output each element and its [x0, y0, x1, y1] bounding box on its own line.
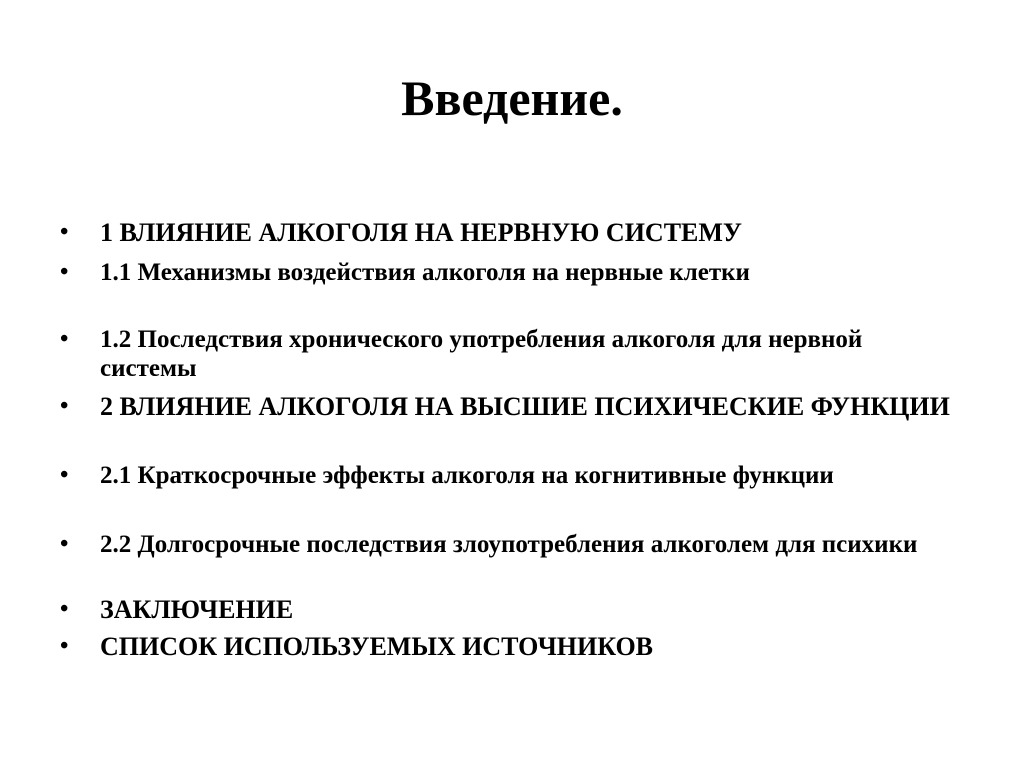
- toc-item-text: 1 ВЛИЯНИЕ АЛКОГОЛЯ НА НЕРВНУЮ СИСТЕМУ: [100, 218, 743, 247]
- toc-item-text: ЗАКЛЮЧЕНИЕ: [100, 595, 294, 624]
- toc-item-text: 2 ВЛИЯНИЕ АЛКОГОЛЯ НА ВЫСШИЕ ПСИХИЧЕСКИЕ ФУНКЦИИ: [100, 392, 950, 421]
- toc-item: [60, 392, 960, 421]
- bullet-icon: •: [60, 596, 69, 622]
- bullet-icon: •: [60, 326, 69, 352]
- toc-item: [60, 258, 960, 287]
- bullet-icon: •: [60, 393, 69, 419]
- toc-item-text: 1.1 Механизмы воздействия алкоголя на нервные клетки: [100, 259, 750, 286]
- toc-item-text: СПИСОК ИСПОЛЬЗУЕМЫХ ИСТОЧНИКОВ: [100, 632, 654, 661]
- toc-item: [60, 632, 960, 661]
- slide-title: Введение.: [401, 70, 623, 126]
- toc-item: [60, 530, 960, 559]
- toc-item-text: 1.2 Последствия хронического употребления алкоголя для нервной системы: [100, 326, 863, 382]
- toc-item-text: 2.2 Долгосрочные последствия злоупотребления алкоголем для психики: [100, 531, 918, 558]
- toc-item: [60, 218, 960, 247]
- bullet-icon: •: [60, 219, 69, 245]
- toc-item-text: 2.1 Краткосрочные эффекты алкоголя на когнитивные функции: [100, 462, 834, 489]
- bullet-icon: •: [60, 259, 69, 285]
- bullet-icon: •: [60, 531, 69, 557]
- toc-item: [60, 595, 960, 624]
- toc-item: [60, 325, 960, 383]
- toc-item: [60, 461, 960, 490]
- bullet-icon: •: [60, 633, 69, 659]
- bullet-icon: •: [60, 462, 69, 488]
